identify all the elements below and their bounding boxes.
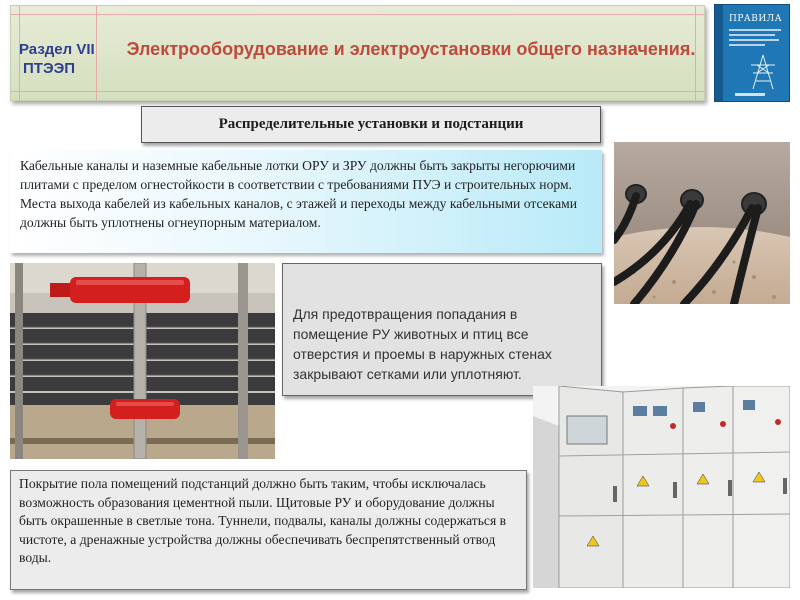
section-number: Раздел VII <box>19 41 95 58</box>
cable-entry-photo <box>614 142 790 304</box>
animals-protection-text: Для предотвращения попадания в помещение РУ животных и птиц все отверстия и проемы в наружных стенах закрывают сетками или уплотняют. <box>293 306 552 382</box>
floor-requirements-text: Покрытие пола помещений подстанций должно быть таким, чтобы исключалась возможность образования цементной пыли. Щитовые РУ и оборудование должны быть окрашенные в светлые тона. Туннели, подвалы, каналы должны содержаться в чистоте, а дренажные устройства должны обеспечивать беспрепятственный отвод воды. <box>19 476 507 565</box>
cable-channels-textbox <box>10 150 602 253</box>
rules-book-cover-image <box>714 4 790 102</box>
cable-channels-text: Кабельные каналы и наземные кабельные лотки ОРУ и ЗРУ должны быть закрыты негорючими плитами с пределом огнестойкости в соответствии с требованиями ПУЭ и строительных норм. Места выхода кабелей из кабельных каналов, с этажей и переходы между кабельными отсеками должны быть уплотнены огнеупорным материалом. <box>20 158 577 230</box>
section-code: ПТЭЭП <box>23 60 76 77</box>
floor-requirements-textbox <box>10 470 527 590</box>
power-tower-icon <box>747 53 779 91</box>
section-subtitle: Распределительные установки и подстанции <box>141 106 601 143</box>
page-title: Электрооборудование и электроустановки общего назначения. <box>126 39 696 59</box>
animals-protection-textbox <box>282 263 602 396</box>
section-label <box>19 40 99 78</box>
book-title: ПРАВИЛА <box>729 14 783 24</box>
switchgear-photo <box>533 386 790 588</box>
cable-tray-photo <box>10 263 275 459</box>
header-banner <box>10 5 705 101</box>
